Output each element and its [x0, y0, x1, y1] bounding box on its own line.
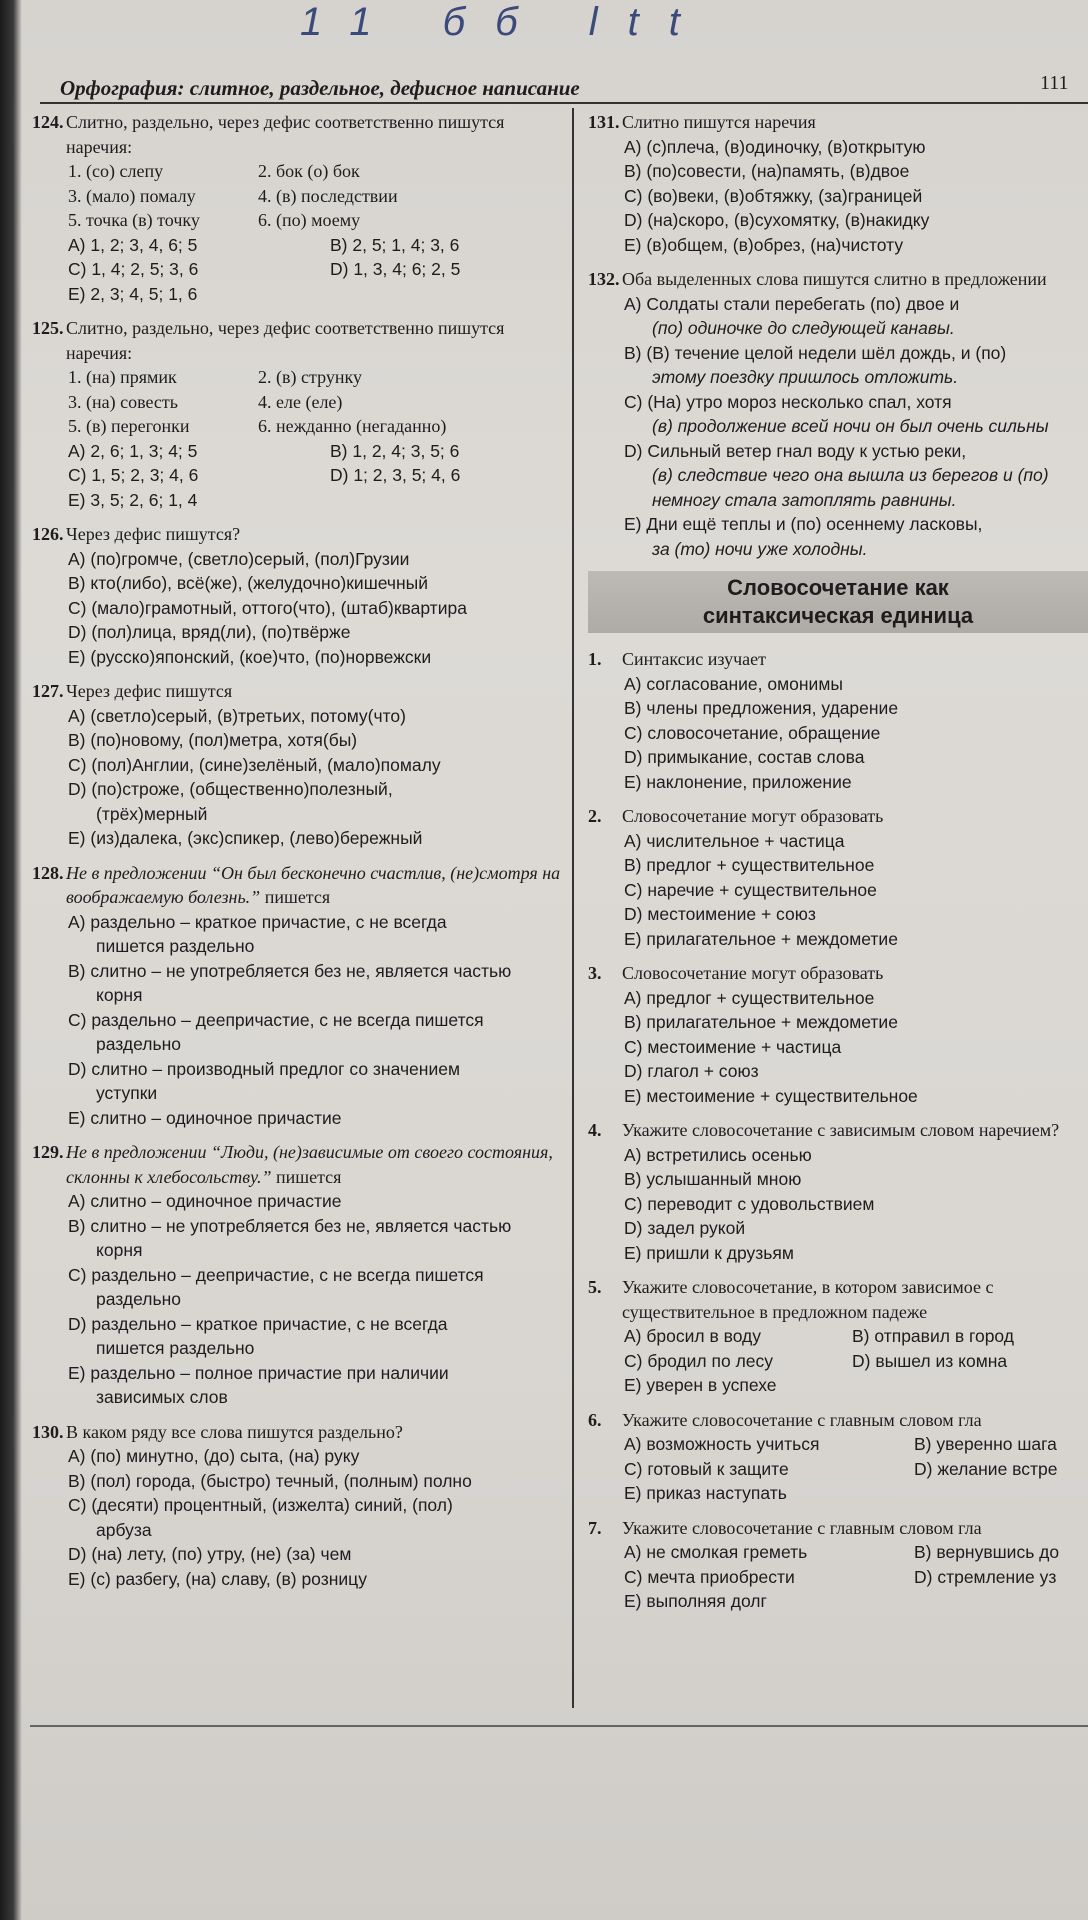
answer-option: D) желание встре [914, 1458, 1058, 1479]
answer-list [32, 1189, 562, 1410]
answer-option: B) (по)совести, (на)память, (в)двое [624, 161, 910, 181]
question-number: 4. [588, 1120, 602, 1140]
answer-list [32, 233, 562, 307]
list-item: 2. бок (о) бок [258, 161, 360, 181]
list-item: 1. (на) прямик [68, 367, 177, 387]
answer-option-continuation: (в) продолжение всей ночи он был очень сильны [652, 416, 1049, 436]
section-heading [588, 571, 1088, 633]
question-128 [32, 861, 562, 1131]
header-rule [40, 102, 1088, 104]
list-item: 3. (на) совесть [68, 391, 178, 412]
answer-option: A) (с)плеча, (в)одиночку, (в)открытую [624, 136, 926, 157]
question-number: 127. [32, 681, 64, 701]
answer-option: B) члены предложения, ударение [624, 698, 899, 718]
answer-list [588, 1143, 1088, 1266]
answer-option: D) (на) лету, (по) утру, (не) (за) чем [68, 1544, 352, 1564]
list-item: 6. нежданно (негаданно) [258, 416, 447, 436]
answer-option-continuation: уступки [96, 1083, 158, 1103]
question-number: 7. [588, 1517, 602, 1538]
answer-option: C) раздельно – деепричастие, с не всегда пишется [68, 1009, 484, 1030]
section-heading-line: Словосочетание как [727, 575, 949, 600]
question-number: 130. [32, 1421, 64, 1442]
answer-option: A) числительное + частица [624, 830, 845, 851]
answer-option: D) примыкание, состав слова [624, 747, 865, 767]
question-4 [588, 1118, 1088, 1265]
question-text: Оба выделенных слова пишутся слитно в предложении [622, 269, 1047, 289]
answer-option-continuation: (трёх)мерный [96, 803, 208, 824]
answer-list [588, 986, 1088, 1109]
answer-option: A) предлог + существительное [624, 987, 875, 1008]
answer-option: D) (пол)лица, вряд(ли), (по)твёрже [68, 622, 351, 642]
answer-option: B) 1, 2, 4; 3, 5; 6 [330, 440, 460, 461]
answer-option-continuation: немногу стала затоплять равнины. [652, 489, 957, 510]
answer-option: C) наречие + существительное [624, 879, 877, 900]
list-item: 5. точка (в) точку [68, 210, 200, 230]
answer-list [588, 1540, 1088, 1614]
question-text: Слитно пишутся наречия [622, 112, 816, 132]
question-text: В каком ряду все слова пишутся раздельно? [66, 1421, 403, 1442]
answer-option: C) 1, 4; 2, 5; 3, 6 [68, 259, 199, 279]
question-number: 6. [588, 1409, 602, 1430]
question-text: Синтаксис изучает [622, 649, 767, 669]
answer-option: D) Сильный ветер гнал воду к устью реки, [624, 440, 967, 461]
answer-option-continuation: пишется раздельно [96, 1338, 255, 1358]
answer-option: E) наклонение, приложение [624, 771, 852, 792]
answer-option: B) предлог + существительное [624, 855, 875, 875]
answer-option: D) слитно – производный предлог со значением [68, 1058, 460, 1079]
answer-option: A) (по)громче, (светло)серый, (пол)Грузии [68, 548, 410, 569]
answer-option: E) прилагательное + междометие [624, 928, 898, 949]
answer-option: B) уверенно шага [914, 1434, 1057, 1454]
list-item: 4. еле (еле) [258, 391, 343, 412]
answer-list [32, 910, 562, 1131]
answer-list [588, 135, 1088, 258]
question-2 [588, 804, 1088, 951]
question-text: Укажите словосочетание, в котором зависимое с существительное в предложном падеже [622, 1277, 994, 1322]
question-number: 124. [32, 112, 64, 132]
question-3 [588, 961, 1088, 1108]
question-text: Укажите словосочетание с главным словом гла [622, 1409, 982, 1430]
answer-option: E) 2, 3; 4, 5; 1, 6 [68, 283, 198, 304]
answer-option: D) вышел из комна [852, 1350, 1008, 1371]
answer-option: D) (на)скоро, (в)сухомятку, (в)накидку [624, 210, 930, 230]
answer-option: C) раздельно – деепричастие, с не всегда пишется [68, 1264, 484, 1285]
question-text: Через дефис пишутся? [66, 524, 241, 544]
answer-option: C) (во)веки, (в)обтяжку, (за)границей [624, 185, 923, 206]
answer-option: D) местоимение + союз [624, 904, 816, 924]
question-text: Не в предложении “Он был бесконечно счастлив, (не)смотря на воображаемую болезнь.” [66, 862, 561, 907]
question-number: 125. [32, 318, 64, 338]
answer-option-continuation: раздельно [96, 1289, 181, 1309]
answer-option: E) (из)далека, (экс)спикер, (лево)бережный [68, 828, 423, 848]
item-list [32, 159, 562, 233]
column-divider [572, 108, 574, 1708]
question-130 [32, 1420, 562, 1592]
question-text: Через дефис пишутся [66, 681, 233, 701]
page-number: 111 [1040, 72, 1069, 94]
answer-option-continuation: этому поездку пришлось отложить. [652, 367, 959, 387]
list-item: 3. (мало) помалу [68, 185, 196, 206]
answer-option: C) бродил по лесу [624, 1350, 774, 1371]
answer-option: C) мечта приобрести [624, 1566, 795, 1587]
answer-option: E) выполняя долг [624, 1591, 767, 1611]
answer-option: A) Солдаты стали перебегать (по) двое и [624, 293, 960, 314]
answer-option-continuation: корня [96, 1240, 143, 1260]
answer-option: D) задел рукой [624, 1218, 746, 1238]
answer-option-continuation: корня [96, 985, 143, 1005]
question-text: Слитно, раздельно, через дефис соответственно пишутся наречия: [66, 112, 505, 157]
answer-list [588, 672, 1088, 795]
running-header: Орфография: слитное, раздельное, дефисное написание [60, 76, 580, 100]
list-item: 5. (в) перегонки [68, 416, 190, 436]
question-text: Укажите словосочетание с зависимым словом наречием? [622, 1120, 1060, 1140]
list-item: 4. (в) последствии [258, 185, 398, 206]
answer-option: E) уверен в успехе [624, 1375, 777, 1395]
answer-option: C) готовый к защите [624, 1458, 789, 1479]
question-127 [32, 679, 562, 851]
answer-option: A) встретились осенью [624, 1144, 812, 1165]
question-text-suffix: пишется [271, 1166, 342, 1187]
answer-option: B) слитно – не употребляется без не, является частью [68, 1215, 512, 1236]
answer-option: A) возможность учиться [624, 1434, 820, 1454]
answer-option: D) стремление уз [914, 1566, 1057, 1587]
answer-list [32, 704, 562, 851]
answer-option: C) (десяти) процентный, (изжелта) синий, (пол) [68, 1495, 453, 1515]
question-6 [588, 1408, 1088, 1506]
answer-option: E) (русско)японский, (кое)что, (по)норвежски [68, 646, 432, 667]
answer-option: C) словосочетание, обращение [624, 722, 881, 743]
answer-option: C) переводит с удовольствием [624, 1193, 875, 1214]
answer-option: B) отправил в город [852, 1326, 1014, 1346]
answer-option: B) кто(либо), всё(же), (желудочно)кишечный [68, 573, 429, 593]
list-item: 1. (со) слепу [68, 161, 164, 181]
answer-list [588, 1432, 1088, 1506]
page-shadow [0, 0, 22, 1920]
answer-option: E) пришли к друзьям [624, 1242, 794, 1263]
question-number: 131. [588, 112, 620, 132]
answer-option: C) местоимение + частица [624, 1036, 842, 1057]
question-number: 1. [588, 649, 602, 669]
answer-option: B) слитно – не употребляется без не, является частью [68, 960, 512, 981]
question-number: 2. [588, 806, 602, 826]
question-text: Укажите словосочетание с главным словом гла [622, 1517, 982, 1538]
answer-option: C) (пол)Англии, (сине)зелёный, (мало)помалу [68, 754, 441, 775]
question-number: 3. [588, 963, 602, 983]
answer-list [588, 829, 1088, 952]
answer-option: B) (пол) города, (быстро) течный, (полным) полно [68, 1470, 472, 1491]
right-column [588, 110, 1088, 1624]
list-item: 6. (по) моему [258, 210, 361, 230]
item-list [32, 365, 562, 439]
answer-option: E) приказ наступать [624, 1483, 787, 1503]
question-number: 126. [32, 524, 64, 544]
answer-option: A) бросил в воду [624, 1326, 762, 1346]
answer-option: C) 1, 5; 2, 3; 4, 6 [68, 465, 199, 485]
question-number: 132. [588, 269, 620, 289]
answer-option-continuation: (по) одиночке до следующей канавы. [652, 318, 955, 338]
question-text: Словосочетание могут образовать [622, 963, 884, 983]
section-heading-line: синтаксическая единица [702, 603, 974, 628]
answer-list [32, 547, 562, 670]
answer-option: A) слитно – одиночное причастие [68, 1191, 342, 1211]
question-1 [588, 647, 1088, 794]
answer-option: E) слитно – одиночное причастие [68, 1107, 342, 1128]
question-5 [588, 1275, 1088, 1398]
answer-option: D) (по)строже, (общественно)полезный, [68, 779, 393, 799]
answer-option: E) (с) разбегу, (на) славу, (в) розницу [68, 1568, 367, 1589]
question-text: Слитно, раздельно, через дефис соответственно пишутся наречия: [66, 318, 505, 363]
answer-list [32, 1444, 562, 1591]
question-number: 128. [32, 862, 64, 883]
answer-option-continuation: за (то) ночи уже холодны. [652, 538, 868, 559]
answer-option: C) (На) утро мороз несколько спал, хотя [624, 391, 952, 412]
answer-option-continuation: зависимых слов [96, 1387, 228, 1407]
answer-option: A) согласование, омонимы [624, 673, 843, 694]
answer-option: A) раздельно – краткое причастие, с не всегда [68, 911, 447, 932]
list-item: 2. (в) струнку [258, 367, 362, 387]
answer-option-continuation: арбуза [96, 1519, 152, 1540]
answer-list [32, 439, 562, 513]
page-bottom-edge [30, 1725, 1088, 1727]
question-131 [588, 110, 1088, 257]
answer-option: E) Дни ещё теплы и (по) осеннему ласковы, [624, 514, 983, 534]
answer-option: A) (светло)серый, (в)третьих, потому(что) [68, 705, 406, 726]
answer-option: B) услышанный мною [624, 1169, 802, 1189]
answer-option: C) (мало)грамотный, оттого(что), (штаб)квартира [68, 597, 467, 618]
answer-option: A) (по) минутно, (до) сыта, (на) руку [68, 1446, 360, 1466]
answer-option: A) 2, 6; 1, 3; 4; 5 [68, 440, 198, 461]
answer-option: D) глагол + союз [624, 1061, 759, 1081]
answer-list [588, 292, 1088, 562]
answer-option-continuation: раздельно [96, 1034, 181, 1054]
question-7 [588, 1516, 1088, 1614]
left-column [32, 110, 562, 1601]
question-132 [588, 267, 1088, 561]
answer-option: D) 1, 3, 4; 6; 2, 5 [330, 259, 461, 279]
answer-option: E) (в)общем, (в)обрез, (на)чистоту [624, 234, 904, 255]
answer-option: E) 3, 5; 2, 6; 1, 4 [68, 489, 198, 510]
answer-option: B) прилагательное + междометие [624, 1012, 898, 1032]
answer-option: B) (по)новому, (пол)метра, хотя(бы) [68, 730, 358, 750]
answer-option: B) вернувшись до [914, 1542, 1060, 1562]
handwritten-scribble: 11 бб ltt [300, 0, 710, 44]
question-126 [32, 522, 562, 669]
answer-option: E) раздельно – полное причастие при наличии [68, 1362, 449, 1383]
answer-list [588, 1324, 1088, 1398]
question-129 [32, 1140, 562, 1410]
question-text-suffix: пишется [260, 887, 331, 907]
answer-option: A) 1, 2; 3, 4, 6; 5 [68, 234, 198, 255]
answer-option: E) местоимение + существительное [624, 1085, 918, 1106]
answer-option: D) 1; 2, 3, 5; 4, 6 [330, 465, 461, 485]
question-text: Не в предложении “Люди, (не)зависимые от своего состояния, склонны к хлебосольству.” [66, 1142, 553, 1187]
answer-option: B) (В) течение целой недели шёл дождь, и (по) [624, 342, 1007, 363]
answer-option: B) 2, 5; 1, 4; 3, 6 [330, 234, 460, 255]
question-number: 5. [588, 1277, 602, 1297]
answer-option: A) не смолкая греметь [624, 1542, 808, 1562]
question-text: Словосочетание могут образовать [622, 806, 884, 826]
question-125 [32, 316, 562, 512]
question-number: 129. [32, 1142, 64, 1162]
question-124 [32, 110, 562, 306]
answer-option-continuation: пишется раздельно [96, 936, 255, 956]
answer-option: D) раздельно – краткое причастие, с не всегда [68, 1313, 448, 1334]
answer-option-continuation: (в) следствие чего она вышла из берегов и (по) [652, 465, 1049, 485]
